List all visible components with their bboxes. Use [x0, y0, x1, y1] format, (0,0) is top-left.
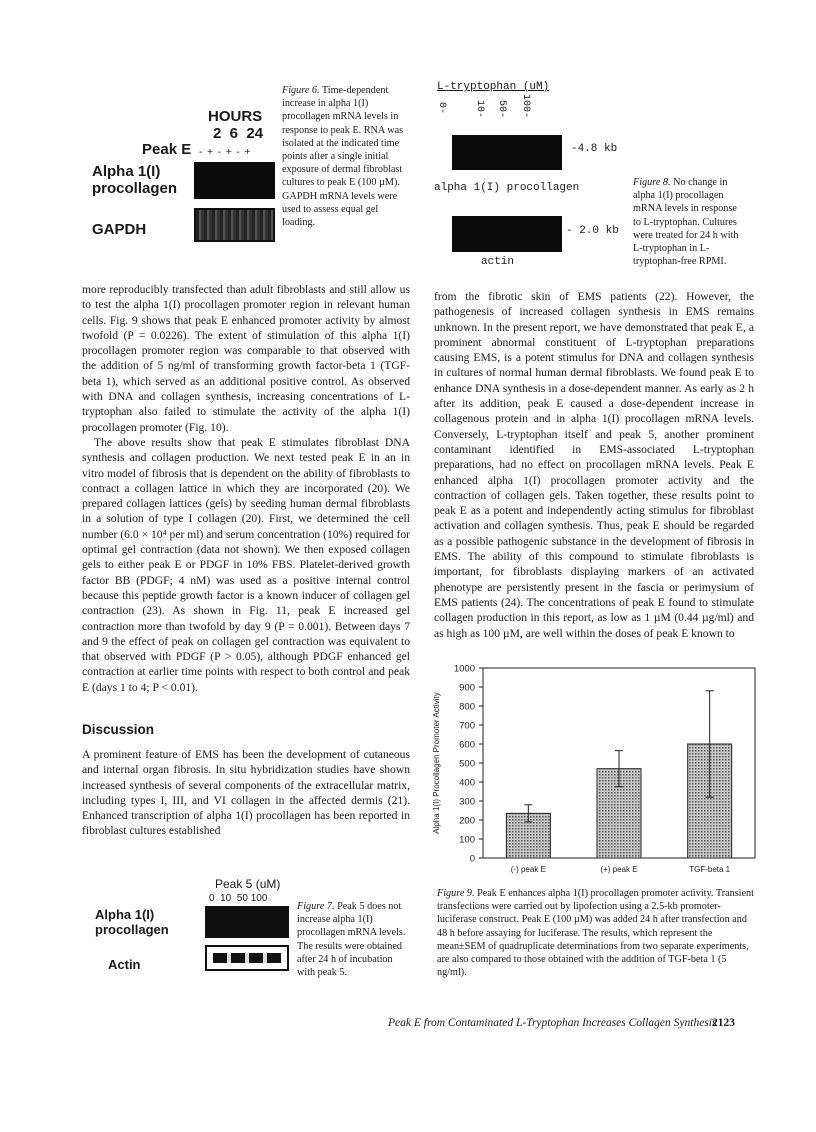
left-paragraph-1: more reproducibly transfected than adult fibroblasts and still allow us to test the alpha 1(I) procollagen promoter region in relevant human cells. Fig. 9 shows that peak E enhanced promoter activity by almost twofold (P = 0.0226). The extent of stimulation of this alpha 1(I) procollagen promoter region was comparable to that observed with the addition of 5 ng/ml of transforming growth factor-beta 1 (TGF-beta 1), which served as an additional positive control. As observed with DNA and collagen synthesis, increasing concentrations of L-tryptophan also failed to stimulate the activity of the alpha 1(I) procollagen promoter (Fig. 10). [82, 283, 410, 434]
y-tick-label: 0 [469, 853, 475, 865]
fig8-lane-labels [436, 94, 557, 130]
right-column [434, 289, 754, 641]
left-paragraph-2: The above results show that peak E stimulates fibroblast DNA synthesis and collagen production. We next tested peak E in an in vitro model of fibrosis that is dependent on the ability of fibroblasts to contract a collagen lattice in which they are incorporated (20). We prepared collagen lattices (gels) by seeding human dermal fibroblasts in a solution of type I collagen (20). First, we determined the cell number (6.0 × 10⁴ per ml) and serum concentration (10%) required for optimal gel contraction (data not shown). We then exposed collagen gels to either peak E or PDGF in 10% FBS. Platelet-derived growth factor BB (PDGF; 4 nM) was used as a positive internal control because this peptide growth factor is a known inducer of collagen gel contraction (23). As shown in Fig. 11, peak E increased gel contraction more than twofold by day 9 (P = 0.001). Between days 7 and 9 the effect of peak on collagen gel contraction was equivalent to that observed with PDGF (P > 0.05), although PDGF enhanced gel contraction at earlier time points with respect to both control and peak E (days 1 to 4; P < 0.01). [82, 435, 411, 694]
fig8-row2-label: actin [481, 256, 515, 268]
fig7-row1-label: Alpha 1(I) procollagen [95, 907, 169, 937]
y-tick-label: 200 [459, 815, 475, 827]
fig8-blot-collagen [452, 135, 562, 170]
left-column [82, 282, 410, 695]
y-tick-label: 100 [459, 834, 475, 846]
fig6-caption-title: Figure 6. [282, 85, 320, 96]
fig9-caption-text: Peak E enhances alpha 1(I) procollagen promoter activity. Transient transfections were carried out by lipofection using a 2.5-kb promoter-luciferase construct. Peak E (100 µM) was added 24 h after transfection and 48 h before assaying for luciferase. The results, which represent the mean±SEM of quadruplicate determinations from two separate experiments, are also compared to those obtained with the addition of TGF-beta 1 (5 ng/ml). [437, 888, 754, 979]
y-tick-label: 600 [459, 739, 475, 751]
fig6-caption [282, 84, 405, 229]
y-tick-label: 400 [459, 777, 475, 789]
fig6-blot-gapdh [194, 208, 275, 242]
y-tick-label: 900 [459, 682, 475, 694]
fig8-lane-0: 0- [436, 102, 447, 115]
y-tick-label: 800 [459, 701, 475, 713]
fig8-lane-50: 50- [496, 100, 507, 119]
fig8-kb-2: - 2.0 kb [566, 225, 619, 237]
fig7-caption [297, 900, 409, 979]
x-category-label: (+) peak E [600, 865, 638, 874]
fig6-blot-collagen [194, 162, 275, 199]
fig8-kb-1: -4.8 kb [571, 143, 618, 155]
fig9-chart [425, 660, 765, 882]
y-tick-label: 700 [459, 720, 475, 732]
discussion-heading: Discussion [82, 722, 155, 737]
fig6-peak-label: Peak E [142, 141, 192, 158]
y-tick-label: 500 [459, 758, 475, 770]
x-category-label: (-) peak E [510, 865, 546, 874]
fig7-conc-label: Peak 5 (uM) [215, 877, 281, 891]
fig8-caption-text: No change in alpha 1(I) procollagen mRNA levels in response to L-tryptophan. Cultures were treated for 24 h with L-tryptophan in L-tryptophan-free RPMI. [633, 177, 739, 268]
fig6-row1-label: Alpha 1(I) procollagen [92, 163, 178, 197]
fig7-conc-values: 0 10 50 100 [209, 893, 268, 904]
fig7-caption-text: Peak 5 does not increase alpha 1(I) procollagen mRNA levels. The results were obtained after 24 h of incubation with peak 5. [297, 901, 406, 979]
x-category-label: TGF-beta 1 [689, 865, 731, 874]
fig8-axis-label: L-tryptophan (uM) [437, 81, 550, 93]
y-axis-label: Alpha 1(I) Procollagen Promoter Activity [432, 692, 441, 834]
fig6-lane-signs: - + - + - + [199, 147, 252, 158]
fig6-hours-values: 2 6 24 [213, 125, 264, 142]
fig7-blot-actin [205, 945, 289, 971]
fig6-caption-text: Time-dependent increase in alpha 1(I) procollagen mRNA levels in response to peak E. RNA was isolated at the indicated time points after a single initial exposure of dermal fibroblast cultures to peak E (100 µM). GAPDH mRNA levels were used to assess equal gel loading. [282, 85, 404, 229]
fig6-hours-label: HOURS [208, 108, 263, 125]
fig7-blot-collagen [205, 906, 289, 938]
fig8-caption-title: Figure 8. [633, 177, 671, 188]
fig8-row1-label: alpha 1(I) procollagen [434, 182, 580, 194]
fig8-blot-actin [452, 216, 562, 252]
fig8-lane-100: 100- [520, 94, 531, 119]
fig7-actin-bands [213, 953, 281, 963]
fig7-row2-label: Actin [108, 957, 141, 972]
fig7-caption-title: Figure 7. [297, 901, 335, 912]
fig9-caption [437, 887, 757, 979]
y-tick-label: 300 [459, 796, 475, 808]
fig8-caption [633, 176, 743, 268]
left-paragraph-3-wrap [82, 747, 410, 839]
y-tick-label: 1000 [453, 663, 475, 675]
page-number: 2123 [712, 1017, 735, 1029]
fig8-lane-10: 10- [474, 100, 485, 119]
left-paragraph-3: A prominent feature of EMS has been the development of cutaneous and internal organ fibrosis. In situ hybridization studies have shown increased synthesis of several components of the extracellular matrix, including types I, III, and VI collagen in the affected dermis (21). Enhanced transcription of alpha 1(I) procollagen has been reported in fibroblast cultures established [82, 748, 410, 838]
running-title: Peak E from Contaminated L-Tryptophan Increases Collagen Synthesis [388, 1017, 717, 1029]
fig9-caption-title: Figure 9. [437, 888, 475, 899]
right-paragraph-1: from the fibrotic skin of EMS patients (22). However, the pathogenesis of increased collagen synthesis in EMS remains unknown. In the present report, we have demonstrated that peak E, a prominent abnormal constituent of L-tryptophan preparations causing EMS, is a potent stimulus for DNA and collagen synthesis in cultures of normal human dermal fibroblasts. We found peak E to enhance DNA synthesis in a dose-dependent manner. As early as 2 h after its addition, peak E caused a dose-dependent increase in collagenous protein and in alpha 1(I) procollagen mRNA levels. Conversely, L-tryptophan itself and peak 5, another prominent contaminant identified in EMS-associated L-tryptophan preparations, had no effect on procollagen mRNA levels. Peak E enhanced alpha 1(I) procollagen promoter activity and the contraction of collagen gels. Taken together, these results point to peak E as a potent and independently acting stimulus for fibroblast activation and collagen synthesis. Thus, peak E should be regarded as a possible pathogenic substance in the development of fibrosis in EMS. The ability of this compound to stimulate fibroblasts is important, for fibroblasts displaying markers of an activated phenotype are persistently present in the fascia or perimysium of EMS patients (24). The concentrations of peak E found to stimulate collagen production in this report, as low as 1 µM (0.44 µg/ml) and as high as 100 µM, are well within the doses of peak E known to [434, 290, 754, 640]
fig6-row2-label: GAPDH [92, 221, 147, 238]
